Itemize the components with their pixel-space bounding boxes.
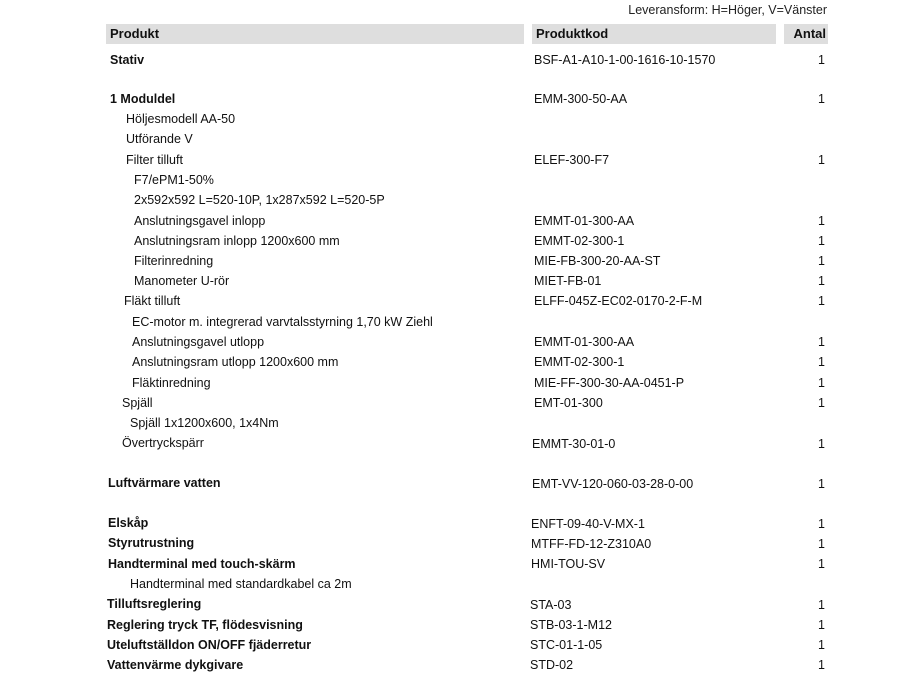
row-label: 1 Moduldel: [110, 92, 176, 106]
row-label: Höljesmodell AA-50: [126, 112, 236, 126]
row-label: Filter tilluft: [126, 153, 183, 167]
row-qty: 1: [818, 234, 825, 248]
row-label: Styrutrustning: [108, 536, 195, 550]
row-label: Spjäll: [122, 396, 153, 410]
row-qty: 1: [818, 92, 825, 106]
row-qty: 1: [818, 335, 825, 349]
row-code: ELFF-045Z-EC02-0170-2-F-M: [534, 294, 703, 308]
row-label: Handterminal med standardkabel ca 2m: [130, 577, 352, 591]
row-label: Stativ: [110, 53, 145, 67]
row-qty: 1: [818, 153, 825, 167]
row-qty: 1: [818, 294, 825, 308]
row-label: Spjäll 1x1200x600, 1x4Nm: [130, 416, 279, 430]
row-label: EC-motor m. integrerad varvtalsstyrning 1,70 kW Ziehl: [132, 315, 433, 329]
row-code: ELEF-300-F7: [534, 153, 610, 167]
row-code: EMT-VV-120-060-03-28-0-00: [532, 477, 694, 491]
row-qty: 1: [818, 214, 825, 228]
row-code: BSF-A1-A10-1-00-1616-10-1570: [534, 53, 716, 67]
row-qty: 1: [818, 437, 825, 451]
row-qty: 1: [818, 658, 825, 672]
row-qty: 1: [818, 598, 825, 612]
row-code: EMT-01-300: [534, 396, 603, 410]
row-code: STD-02: [530, 658, 574, 672]
row-label: Vattenvärme dykgivare: [107, 658, 244, 672]
row-label: Uteluftställdon ON/OFF fjäderretur: [107, 638, 312, 652]
row-label: Filterinredning: [134, 254, 214, 268]
row-label: Luftvärmare vatten: [108, 476, 221, 490]
row-qty: 1: [818, 618, 825, 632]
row-code: EMMT-01-300-AA: [534, 214, 635, 228]
row-code: STA-03: [530, 598, 572, 612]
row-label: F7/ePM1-50%: [134, 173, 214, 187]
row-label: Manometer U-rör: [134, 274, 230, 288]
row-qty: 1: [818, 638, 825, 652]
row-code: MIE-FF-300-30-AA-0451-P: [534, 376, 685, 390]
row-qty: 1: [818, 517, 825, 531]
row-code: EMMT-02-300-1: [534, 234, 625, 248]
row-qty: 1: [818, 376, 825, 390]
row-code: HMI-TOU-SV: [531, 557, 606, 571]
row-code: ENFT-09-40-V-MX-1: [531, 517, 645, 531]
row-code: EMMT-02-300-1: [534, 355, 625, 369]
row-qty: 1: [818, 477, 825, 491]
row-label: Anslutningsgavel inlopp: [134, 214, 266, 228]
row-code: EMM-300-50-AA: [534, 92, 628, 106]
delivery-form-legend: Leveransform: H=Höger, V=Vänster: [628, 3, 827, 17]
header-product-code: Produktkod: [532, 24, 776, 44]
row-label: Fläktinredning: [132, 376, 211, 390]
header-quantity: Antal: [784, 24, 828, 44]
row-label: Tilluftsreglering: [107, 597, 202, 611]
row-code: EMMT-30-01-0: [532, 437, 616, 451]
row-code: MTFF-FD-12-Z310A0: [531, 537, 652, 551]
row-label: Handterminal med touch-skärm: [108, 557, 296, 571]
row-code: STB-03-1-M12: [530, 618, 612, 632]
row-qty: 1: [818, 537, 825, 551]
row-qty: 1: [818, 274, 825, 288]
row-label: Anslutningsram utlopp 1200x600 mm: [132, 355, 339, 369]
row-label: Utförande V: [126, 132, 193, 146]
row-label: Anslutningsram inlopp 1200x600 mm: [134, 234, 340, 248]
row-qty: 1: [818, 254, 825, 268]
row-code: MIE-FB-300-20-AA-ST: [534, 254, 661, 268]
row-label: Övertryckspärr: [122, 436, 204, 450]
row-qty: 1: [818, 355, 825, 369]
row-code: EMMT-01-300-AA: [534, 335, 635, 349]
row-label: Anslutningsgavel utlopp: [132, 335, 265, 349]
row-label: 2x592x592 L=520-10P, 1x287x592 L=520-5P: [134, 193, 385, 207]
row-qty: 1: [818, 557, 825, 571]
row-label: Elskåp: [108, 516, 149, 530]
header-product: Produkt: [106, 24, 524, 44]
row-code: STC-01-1-05: [530, 638, 603, 652]
row-qty: 1: [818, 53, 825, 67]
row-label: Reglering tryck TF, flödesvisning: [107, 618, 303, 632]
row-code: MIET-FB-01: [534, 274, 602, 288]
row-label: Fläkt tilluft: [124, 294, 181, 308]
row-qty: 1: [818, 396, 825, 410]
